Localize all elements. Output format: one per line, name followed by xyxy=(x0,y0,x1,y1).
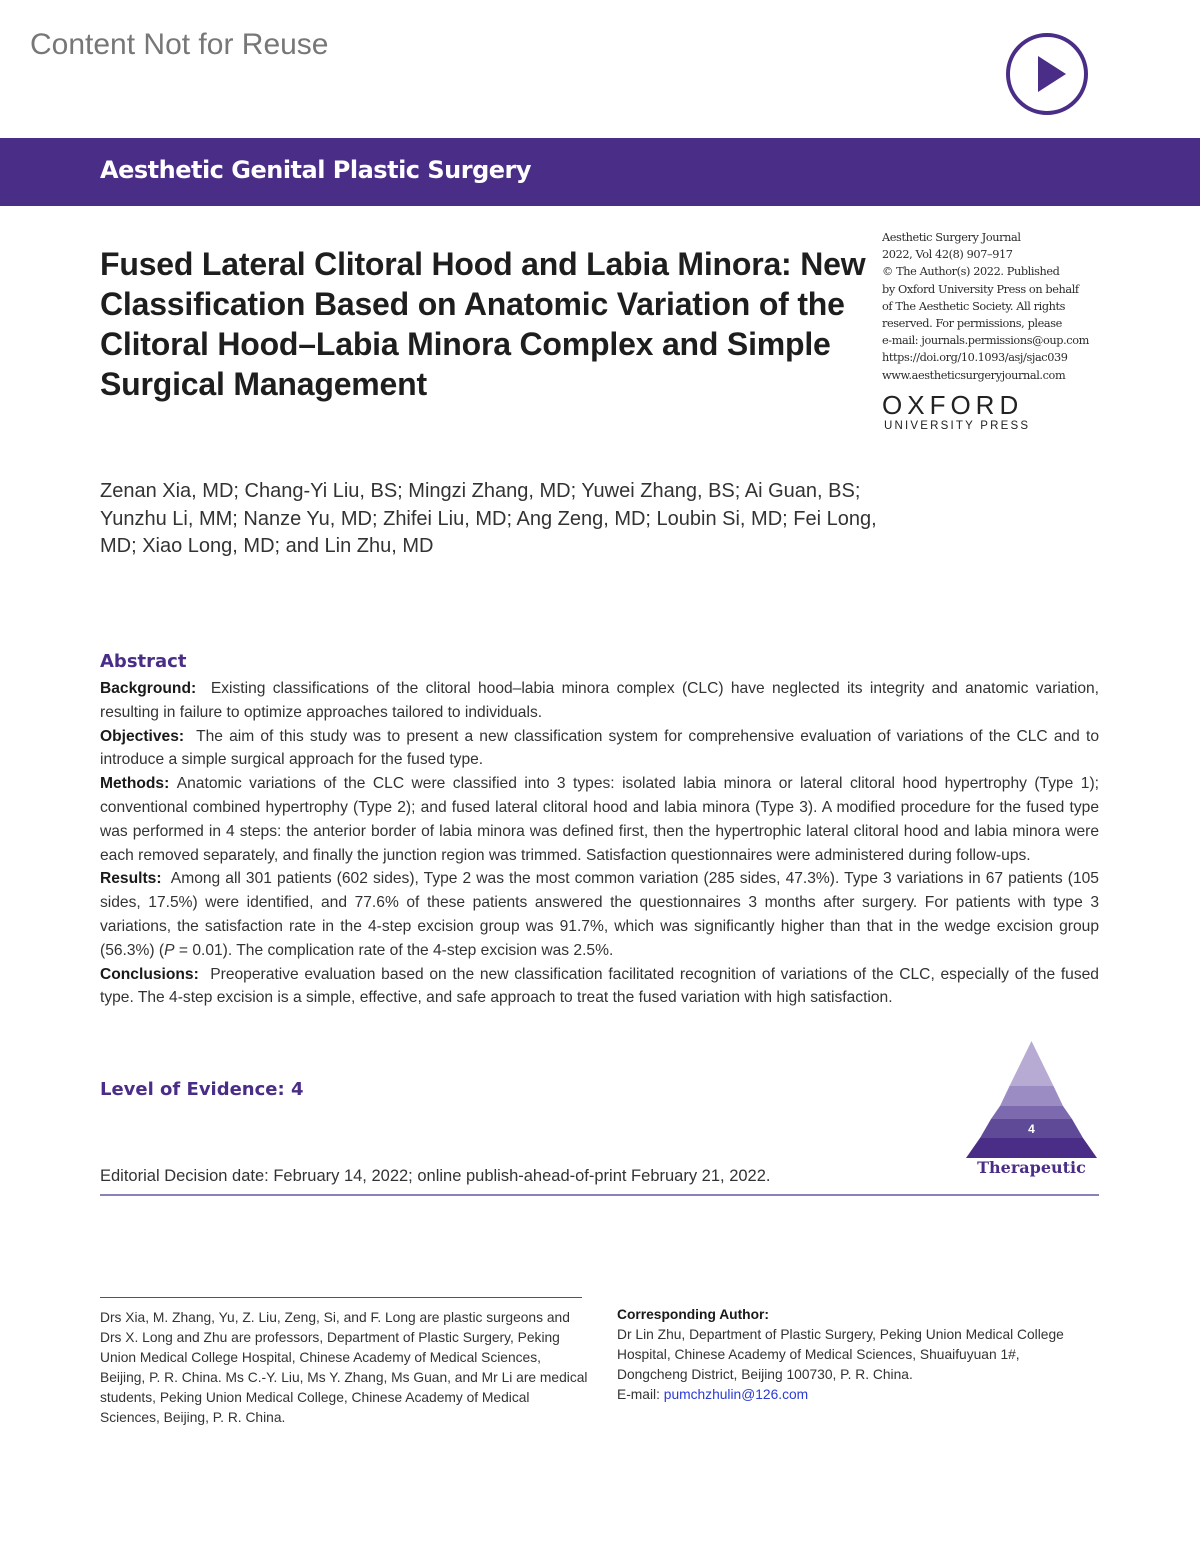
email-link[interactable]: pumchzhulin@126.com xyxy=(663,1387,809,1402)
pubinfo-line: by Oxford University Press on behalf xyxy=(882,282,1079,296)
pubinfo-line: of The Aesthetic Society. All rights xyxy=(882,299,1066,313)
editorial-dates: Editorial Decision date: February 14, 2022; online publish-ahead-of-print February 21, 2022. xyxy=(100,1167,771,1185)
abstract-text: = 0.01). The complication rate of the 4-step excision was 2.5%. xyxy=(174,941,614,959)
publication-info xyxy=(882,229,1122,384)
corresponding-author xyxy=(617,1325,1087,1405)
pubinfo-line: www.aestheticsurgeryjournal.com xyxy=(882,368,1066,382)
oxford-logo: OXFORD xyxy=(882,390,1024,420)
pyramid-tier-3 xyxy=(991,1106,1072,1119)
corresponding-address: Dr Lin Zhu, Department of Plastic Surgery, Peking Union Medical College Hospital, Chinese Academy of Medical Sciences, Shuaifuyuan 1#, Dongcheng District, Beijing 100730, P. R. China. xyxy=(617,1327,1064,1382)
play-button[interactable] xyxy=(1006,33,1088,115)
abstract-label: Objectives: xyxy=(100,727,185,745)
pyramid-level-number: 4 xyxy=(1028,1122,1035,1136)
abstract-text: The aim of this study was to present a new classification system for comprehensive evaluation of variations of the CLC and to introduce a simple surgical approach for the fused type. xyxy=(100,727,1099,769)
pubinfo-line: reserved. For permissions, please xyxy=(882,317,1062,331)
pyramid-tier-1 xyxy=(966,1138,1097,1158)
abstract-conclusions xyxy=(100,963,1099,1011)
pubinfo-line: © The Author(s) 2022. Published xyxy=(882,265,1060,279)
abstract-heading: Abstract xyxy=(100,651,187,672)
abstract-label: Conclusions: xyxy=(100,965,199,983)
abstract-objectives xyxy=(100,725,1099,773)
pyramid-tier-5 xyxy=(1010,1041,1054,1086)
pubinfo-line: Aesthetic Surgery Journal xyxy=(882,231,1021,244)
author-list: Zenan Xia, MD; Chang-Yi Liu, BS; Mingzi Zhang, MD; Yuwei Zhang, BS; Ai Guan, BS; Yunzhu Li, MM; Nanze Yu, MD; Zhifei Liu, MD; Ang Zeng, MD; Loubin Si, MD; Fei Long, MD; Xiao Long, MD; and Lin Zhu, MD xyxy=(100,480,877,557)
pubinfo-line: 2022, Vol 42(8) 907–917 xyxy=(882,248,1013,262)
divider xyxy=(100,1194,1099,1196)
section-title: Aesthetic Genital Plastic Surgery xyxy=(100,156,532,184)
abstract-text: Among all 301 patients (602 sides), Type 2 was the most common variation (285 sides, 47.3%). Type 3 variations in 67 patients (105 sides, 17.5%) were identified, and 77.6% of these patients answered the questionnaires 3 months after surgery. For patients with type 3 variations, the satisfaction rate in the 4-step excision group was 91.7%, which was significantly higher than that in the wedge excision group (56.3%) ( xyxy=(100,870,1099,959)
evidence-pyramid-icon xyxy=(966,1041,1097,1158)
abstract-text: Anatomic variations of the CLC were classified into 3 types: isolated labia minora or lateral clitoral hood hypertrophy (Type 1); conventional combined hypertrophy (Type 2); and fused lateral clitoral hood and labia minora (Type 3). A modified procedure for the fused type was performed in 4 steps: the anterior border of labia minora was defined first, then the hypertrophic lateral clitoral hood and labia minora were each removed separately, and finally the junction region was trimmed. Satisfaction questionnaires were administered during follow-ups. xyxy=(100,775,1099,864)
abstract-label: Background: xyxy=(100,680,197,697)
abstract-label: Methods: xyxy=(100,775,170,793)
evidence-category: Therapeutic xyxy=(977,1158,1086,1177)
email-label: E-mail: xyxy=(617,1387,664,1402)
affiliations: Drs Xia, M. Zhang, Yu, Z. Liu, Zeng, Si, and F. Long are plastic surgeons and Drs X. Long and Zhu are professors, Department of Plastic Surgery, Peking Union Medical College Hospital, Chinese Academy of Medical Sciences, Beijing, P. R. China. Ms C.-Y. Liu, Ms Y. Zhang, Ms Guan, and Mr Li are medical students, Peking Union Medical College, Chinese Academy of Medical Sciences, Beijing, P. R. China. xyxy=(100,1310,588,1425)
p-value-symbol: P xyxy=(164,941,175,959)
abstract-background xyxy=(100,677,1099,725)
abstract-text: Existing classifications of the clitoral hood–labia minora complex (CLC) have neglected its integrity and anatomic variation, resulting in failure to optimize approaches tailored to individuals. xyxy=(100,680,1099,721)
abstract-label: Results: xyxy=(100,870,162,888)
footnote-divider xyxy=(100,1297,582,1298)
oup-logo-subtitle: UNIVERSITY PRESS xyxy=(884,420,1031,432)
abstract-results xyxy=(100,867,1099,962)
abstract-text: Preoperative evaluation based on the new classification facilitated recognition of variations of the CLC, especially of the fused type. The 4-step excision is a simple, effective, and safe approach to treat the fused variation with high satisfaction. xyxy=(100,965,1099,1007)
paper-title: Fused Lateral Clitoral Hood and Labia Minora: New Classification Based on Anatomic Variation of the Clitoral Hood–Labia Minora Complex and Simple Surgical Management xyxy=(100,246,866,402)
pyramid-tier-4 xyxy=(1000,1086,1063,1106)
corresponding-heading: Corresponding Author: xyxy=(617,1307,770,1322)
level-of-evidence: Level of Evidence: 4 xyxy=(100,1079,304,1100)
content-notice: Content Not for Reuse xyxy=(30,28,329,61)
play-icon xyxy=(1010,37,1084,111)
abstract-methods xyxy=(100,772,1099,867)
pubinfo-line: e-mail: journals.permissions@oup.com xyxy=(882,334,1089,348)
abstract-body xyxy=(100,677,1099,1010)
pubinfo-line: https://doi.org/10.1093/asj/sjac039 xyxy=(882,351,1068,365)
